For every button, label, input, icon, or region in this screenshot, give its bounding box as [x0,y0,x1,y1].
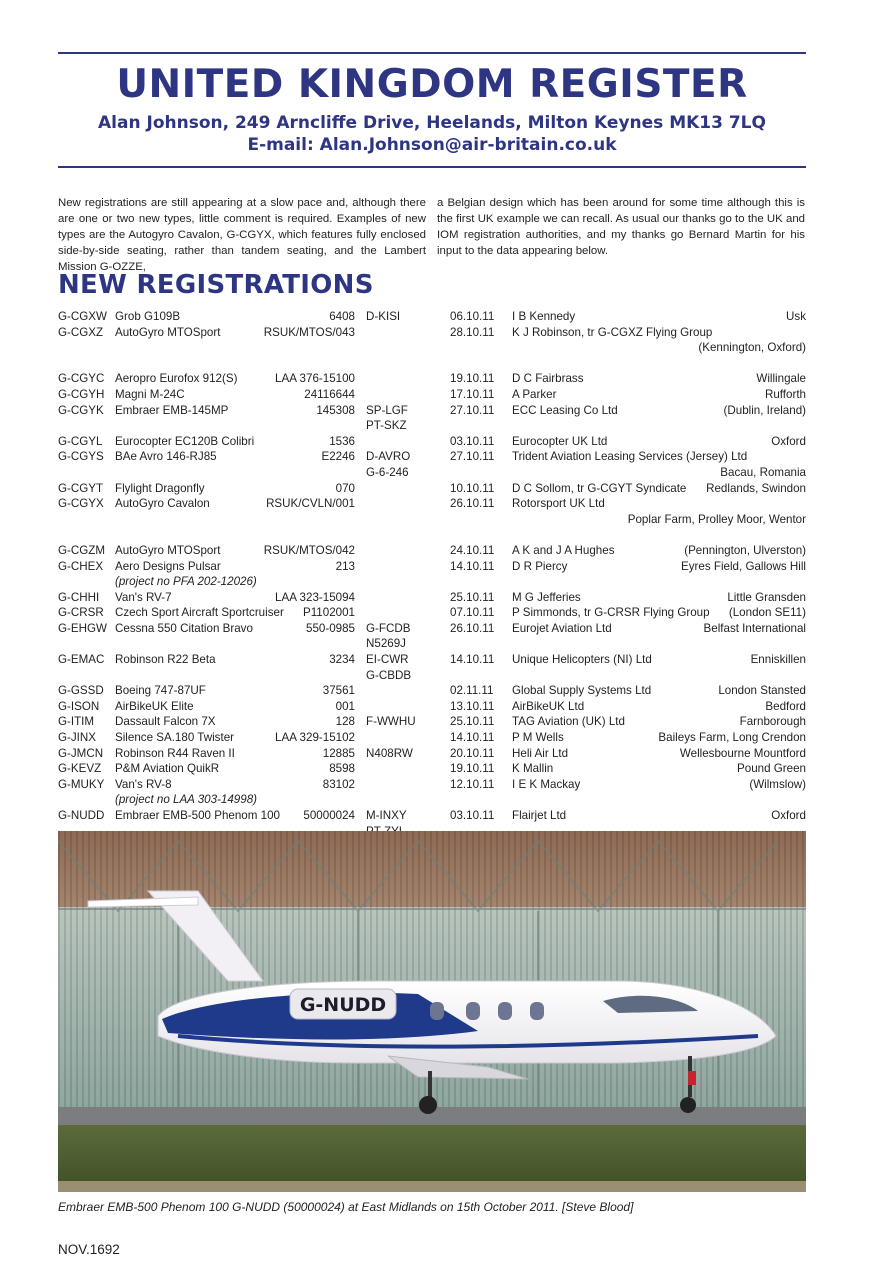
previous-identity: D-AVRO [366,450,411,464]
aircraft-photo [58,831,806,1192]
owner-name: K Mallin [512,762,554,776]
aircraft-type: Embraer EMB-500 Phenom 100 [115,809,280,822]
owner-location: Belfast International [703,621,806,635]
aircraft-type: Cessna 550 Citation Bravo [115,621,253,635]
registration-date: 25.10.11 [450,590,495,604]
registration-mark: G-EHGW [58,621,107,635]
owner-location: Oxford [771,809,806,822]
owner-location: Enniskillen [750,653,806,667]
constructor-number: 50000024 [303,809,355,822]
constructor-number: 8598 [329,762,355,776]
constructor-number: 37561 [322,684,355,698]
constructor-number: LAA 376-15100 [275,372,355,386]
registration-date: 26.10.11 [450,621,495,635]
previous-identity: D-KISI [366,310,401,323]
owner-name: P Simmonds, tr G-CRSR Flying Group [512,606,710,620]
owner-location: Redlands, Swindon [706,481,806,495]
page-number: NOV.1692 [58,1242,120,1257]
constructor-number: E2246 [321,450,355,464]
row-spacer [58,527,806,543]
aircraft-type: Van's RV-8 [115,777,172,791]
aircraft-type: Aeropro Eurofox 912(S) [115,372,238,386]
registration-mark: G-KEVZ [58,762,102,776]
registration-row [58,621,806,652]
constructor-number: 128 [335,715,355,729]
previous-identity: M-INXY [366,809,407,822]
registration-date: 24.10.11 [450,543,495,557]
registration-row [58,590,806,606]
constructor-number: LAA 323-15094 [275,590,355,604]
owner-location: Willingale [756,372,806,386]
registration-date: 19.10.11 [450,762,495,776]
registration-date: 25.10.11 [450,715,495,729]
constructor-number: 1536 [329,434,355,448]
aircraft-type: Van's RV-7 [115,590,172,604]
registration-mark: G-GSSD [58,684,104,698]
constructor-number: 001 [335,699,355,713]
aircraft-type: Magni M-24C [115,387,185,401]
owner-name: Eurojet Aviation Ltd [512,621,612,635]
owner-location: (Pennington, Ulverston) [684,543,806,557]
registration-date: 03.10.11 [450,434,495,448]
contact-block [58,112,806,156]
owner-name: Trident Aviation Leasing Services (Jersey) Ltd [512,450,748,464]
registration-mark: G-EMAC [58,653,105,667]
registration-row [58,449,806,480]
aircraft-type: Flylight Dragonfly [115,481,205,495]
registration-mark: G-CHEX [58,559,104,573]
registration-mark: G-CGYC [58,372,105,386]
owner-location: Bedford [765,699,806,713]
registration-date: 19.10.11 [450,372,495,386]
registration-mark: G-MUKY [58,777,105,791]
owner-location: (Wilmslow) [749,777,806,791]
previous-identity: EI-CWR [366,653,409,667]
constructor-number: 070 [335,481,355,495]
owner-name: A K and J A Hughes [512,543,615,557]
aircraft-type: Aero Designs Pulsar [115,559,221,573]
owner-location: (Dublin, Ireland) [723,403,806,417]
page-title: UNITED KINGDOM REGISTER [116,62,748,107]
owner-name: K J Robinson, tr G-CGXZ Flying Group [512,325,713,339]
registration-mark: G-NUDD [58,809,105,822]
owner-location-2: (Kennington, Oxford) [698,341,806,355]
aircraft-type: Czech Sport Aircraft Sportcruiser [115,606,284,620]
photo-caption: Embraer EMB-500 Phenom 100 G-NUDD (50000024) at East Midlands on 15th October 2011. [Steve Blood] [58,1200,634,1214]
registration-mark: G-CGYH [58,387,105,401]
registration-row [58,652,806,683]
constructor-number: 145308 [316,403,355,417]
registration-row [58,699,806,715]
owner-name: AirBikeUK Ltd [512,699,585,713]
registration-mark: G-CGYS [58,450,104,464]
owner-name: Heli Air Ltd [512,746,569,760]
owner-name: I E K Mackay [512,777,581,791]
registration-mark: G-CGXW [58,310,107,323]
constructor-number: LAA 329-15102 [275,731,355,745]
registration-row [58,605,806,621]
registration-mark: G-CGYX [58,497,104,511]
registration-mark: G-CGYL [58,434,103,448]
owner-location: Wellesbourne Mountford [679,746,806,760]
header-top-rule [58,52,806,54]
section-heading: NEW REGISTRATIONS [58,270,374,300]
aircraft-type: AutoGyro Cavalon [115,497,210,511]
registration-row [58,730,806,746]
registration-row [58,371,806,387]
registrations-table [58,309,806,839]
registration-date: 13.10.11 [450,699,495,713]
owner-name: I B Kennedy [512,310,576,323]
owner-location-2: Bacau, Romania [720,465,806,479]
registration-date: 03.10.11 [450,809,495,822]
registration-row [58,559,806,590]
owner-location: Usk [786,310,806,323]
registration-date: 14.10.11 [450,731,495,745]
registration-mark: G-CGYT [58,481,104,495]
owner-location-2: Poplar Farm, Prolley Moor, Wentor [627,512,806,526]
aircraft-type: Dassault Falcon 7X [115,715,216,729]
registration-mark: G-CGYK [58,403,104,417]
registration-row [58,777,806,808]
constructor-number: 3234 [329,653,355,667]
registration-row [58,481,806,497]
constructor-number: P1102001 [302,606,355,620]
aircraft-type: Robinson R22 Beta [115,653,216,667]
owner-name: Unique Helicopters (NI) Ltd [512,653,652,667]
aircraft-type: AirBikeUK Elite [115,699,194,713]
row-spacer [58,356,806,372]
constructor-number: 12885 [322,746,355,760]
owner-location: Farnborough [739,715,806,729]
aircraft-photo-illustration [58,831,806,1192]
registration-date: 10.10.11 [450,481,495,495]
header-bottom-rule [58,166,806,168]
registration-mark: G-CHHI [58,590,100,604]
registration-row [58,434,806,450]
registration-date: 26.10.11 [450,497,495,511]
contact-email[interactable]: E-mail: Alan.Johnson@air-britain.co.uk [247,135,617,155]
aircraft-type: Embraer EMB-145MP [115,403,229,417]
registration-row [58,543,806,559]
registration-mark: G-CGZM [58,543,106,557]
svg-text:G-NUDD: G-NUDD [299,994,387,1016]
owner-location: Oxford [771,434,806,448]
constructor-number: 213 [335,559,355,573]
registration-mark: G-ITIM [58,715,95,729]
registration-mark: G-ISON [58,699,100,713]
previous-identity: F-WWHU [366,715,416,729]
registration-mark: G-JMCN [58,746,104,760]
registration-date: 12.10.11 [450,777,495,791]
registration-date: 14.10.11 [450,559,495,573]
registration-date: 20.10.11 [450,746,495,760]
owner-location: London Stansted [718,684,806,698]
constructor-number: 6408 [329,310,355,323]
owner-name: A Parker [512,387,557,401]
aircraft-type: AutoGyro MTOSport [115,543,221,557]
previous-identity-2: G-CBDB [366,668,412,682]
constructor-number: 550-0985 [306,621,355,635]
constructor-number: RSUK/MTOS/042 [263,543,355,557]
owner-location: Little Gransden [727,590,806,604]
owner-name: Global Supply Systems Ltd [512,684,652,698]
contact-address: Alan Johnson, 249 Arncliffe Drive, Heelands, Milton Keynes MK13 7LQ [98,113,766,133]
registration-date: 28.10.11 [450,325,495,339]
aircraft-type: AutoGyro MTOSport [115,325,221,339]
registration-date: 27.10.11 [450,403,495,417]
registration-date: 06.10.11 [450,310,495,323]
owner-name: D C Fairbrass [512,372,584,386]
owner-name: D R Piercy [512,559,568,573]
aircraft-type: Grob G109B [115,310,181,323]
registration-mark: G-CRSR [58,606,104,620]
registration-row [58,387,806,403]
owner-name: Rotorsport UK Ltd [512,497,605,511]
owner-name: ECC Leasing Co Ltd [512,403,618,417]
registration-date: 02.11.11 [450,684,494,698]
constructor-number: RSUK/CVLN/001 [266,497,355,511]
owner-location: Baileys Farm, Long Crendon [658,731,806,745]
owner-name: Eurocopter UK Ltd [512,434,608,448]
intro-paragraph-right: a Belgian design which has been around for some time although this is the first UK example we can recall. As usual our thanks go to the UK and IOM registration authorities, and my thanks go Bernard Martin for his input to the data appearing below. [437,197,805,257]
owner-location: Rufforth [764,387,806,401]
registration-row [58,403,806,434]
registration-row [58,761,806,777]
owner-name: P M Wells [512,731,564,745]
intro-paragraph-left: New registrations are still appearing at a slow pace and, although there are one or two new types, little comment is required. Examples of new types are the Autogyro Cavalon, G-CGYX, which features fully enclosed side-by-side seating, rather than tandem seating, and the Lambert Mission G-OZZE, [58,197,426,273]
previous-identity-2: G-6-246 [366,465,409,479]
aircraft-type: Eurocopter EC120B Colibri [115,434,255,448]
registration-row [58,325,806,356]
registration-row [58,496,806,527]
previous-identity-2: PT-SKZ [366,419,407,433]
registration-mark: G-CGXZ [58,325,104,339]
previous-identity: SP-LGF [366,403,408,417]
previous-identity-2: N5269J [366,637,406,651]
constructor-number: 24116644 [304,387,355,401]
owner-name: Flairjet Ltd [512,809,567,822]
registration-row [58,714,806,730]
previous-identity: N408RW [366,746,413,760]
owner-location: Pound Green [737,762,806,776]
registration-row [58,683,806,699]
project-note: (project no PFA 202-12026) [115,575,257,589]
registration-row [58,746,806,762]
constructor-number: 83102 [322,777,355,791]
aircraft-type: P&M Aviation QuikR [115,762,220,776]
aircraft-type: Boeing 747-87UF [115,684,206,698]
registration-date: 14.10.11 [450,653,495,667]
constructor-number: RSUK/MTOS/043 [263,325,355,339]
registration-date: 17.10.11 [450,387,495,401]
previous-identity: G-FCDB [366,621,411,635]
owner-name: D C Sollom, tr G-CGYT Syndicate [512,481,687,495]
owner-name: TAG Aviation (UK) Ltd [512,715,625,729]
registration-date: 07.10.11 [450,606,495,620]
registration-date: 27.10.11 [450,450,495,464]
project-note: (project no LAA 303-14998) [115,793,258,807]
owner-location: (London SE11) [728,606,806,620]
aircraft-type: Silence SA.180 Twister [115,731,235,745]
aircraft-type: BAe Avro 146-RJ85 [115,450,217,464]
registration-mark: G-JINX [58,731,97,745]
owner-location: Eyres Field, Gallows Hill [681,559,806,573]
registration-row [58,309,806,325]
aircraft-type: Robinson R44 Raven II [115,746,235,760]
owner-name: M G Jefferies [512,590,581,604]
